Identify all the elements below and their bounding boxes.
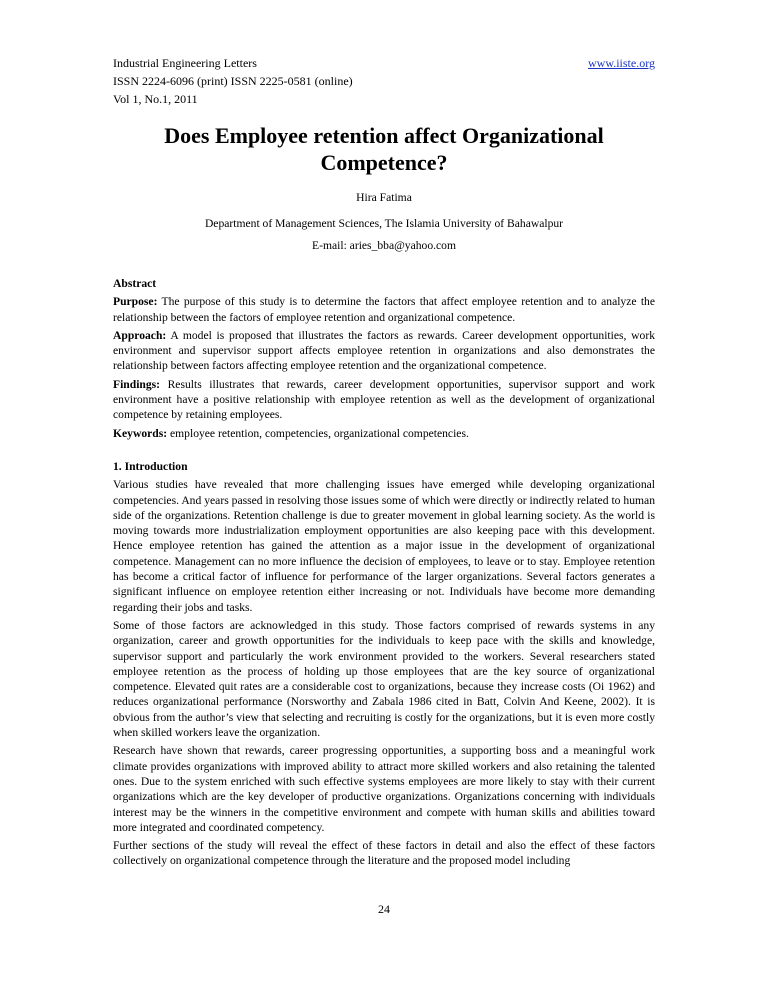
intro-paragraph-4: Further sections of the study will reveal the effect of these factors in detail and also the effect of these factors collectively on organizational competence through the literature and the proposed model including: [113, 839, 655, 868]
intro-paragraph-1: Various studies have revealed that more challenging issues have emerged while developing organizational competencies. And years passed in resolving those issues some of which were directly or indirectly related to human side of the organizations. Retention challenge is due to greater movement in global learning society. As the world is moving towards more industrialization employment opportunities are also keeping pace with this development. Hence employee retention has gained the attention as a major issue in the development of organizational competence. Management can no more influence the decision of employees, to leave or to stay. Employee retention has become a critical factor of influence for performance of the larger organizations. Several factors generates a significant influence on employee retention either increasing or not. Individuals have become more demanding regarding their jobs and tasks.: [113, 478, 655, 614]
keywords-label: Keywords:: [113, 426, 168, 440]
author-affiliation: Department of Management Sciences, The Islamia University of Bahawalpur: [204, 217, 564, 230]
findings-text: Results illustrates that rewards, career development opportunities, supervisor support and work environment have a positive relationship with employee retention as well as the development of organizational competence by retaining employees.: [113, 377, 655, 422]
intro-paragraph-2: Some of those factors are acknowledged in this study. Those factors comprised of rewards systems in any organization, career and growth opportunities for the individuals to keep pace with the skills and knowledge, supervisor support and particularly the work environment provided to the workers. Several researchers stated employee retention as the process of holding up those employees that are the key source of organizational competence. Elevated quit rates are a considerable cost to organizations, because they increase costs (Oi 1962) and reduces organizational performance (Norsworthy and Zabala 1986 cited in Batt, Colvin And Keene, 2002). It is obvious from the author’s view that selecting and recruiting is costly for the organizations, but it is even more costly when skilled workers leave the organization.: [113, 618, 655, 740]
author-name: Hira Fatima: [356, 191, 412, 204]
author-email: E-mail: aries_bba@yahoo.com: [312, 239, 456, 252]
purpose-label: Purpose:: [113, 295, 158, 309]
journal-name: Industrial Engineering Letters: [113, 56, 257, 70]
abstract-keywords: [113, 426, 655, 441]
approach-text: A model is proposed that illustrates the factors as rewards. Career development opportunities, work environment and supervisor support affects employee retention in organizations and also demonstrates the relationship between factors affecting employee retention and the organizational competence.: [113, 328, 655, 373]
abstract-heading: Abstract: [113, 277, 157, 290]
volume-line: Vol 1, No.1, 2011: [113, 92, 198, 106]
approach-label: Approach:: [113, 328, 167, 342]
page-number: 24: [378, 902, 390, 916]
introduction-heading: 1. Introduction: [113, 459, 188, 473]
paper-title: Does Employee retention affect Organizational Competence?: [164, 123, 604, 175]
findings-label: Findings:: [113, 377, 161, 391]
journal-url-link[interactable]: www.iiste.org: [588, 56, 655, 70]
abstract-approach: [113, 328, 655, 374]
issn-line: ISSN 2224-6096 (print) ISSN 2225-0581 (online): [113, 74, 353, 88]
purpose-text: The purpose of this study is to determine the factors that affect employee retention and to analyze the relationship between the factors of employee retention and organizational competence.: [113, 295, 655, 324]
abstract-findings: [113, 377, 655, 423]
paper-body: [113, 276, 655, 872]
keywords-text: employee retention, competencies, organizational competencies.: [167, 426, 469, 440]
abstract-purpose: [113, 294, 655, 325]
intro-paragraph-3: Research have shown that rewards, career progressing opportunities, a supporting boss and a meaningful work climate provides organizations with improved ability to attract more skilled workers and also retaining the talented ones. Due to the system enriched with such effective systems employees are more likely to stay with their current organizations which are the key developer of productive organizations. Organizations concerning with individuals interest may be the winners in the competitive environment and compete with human skills and abilities toward more integrated and coordinated competency.: [113, 744, 655, 834]
